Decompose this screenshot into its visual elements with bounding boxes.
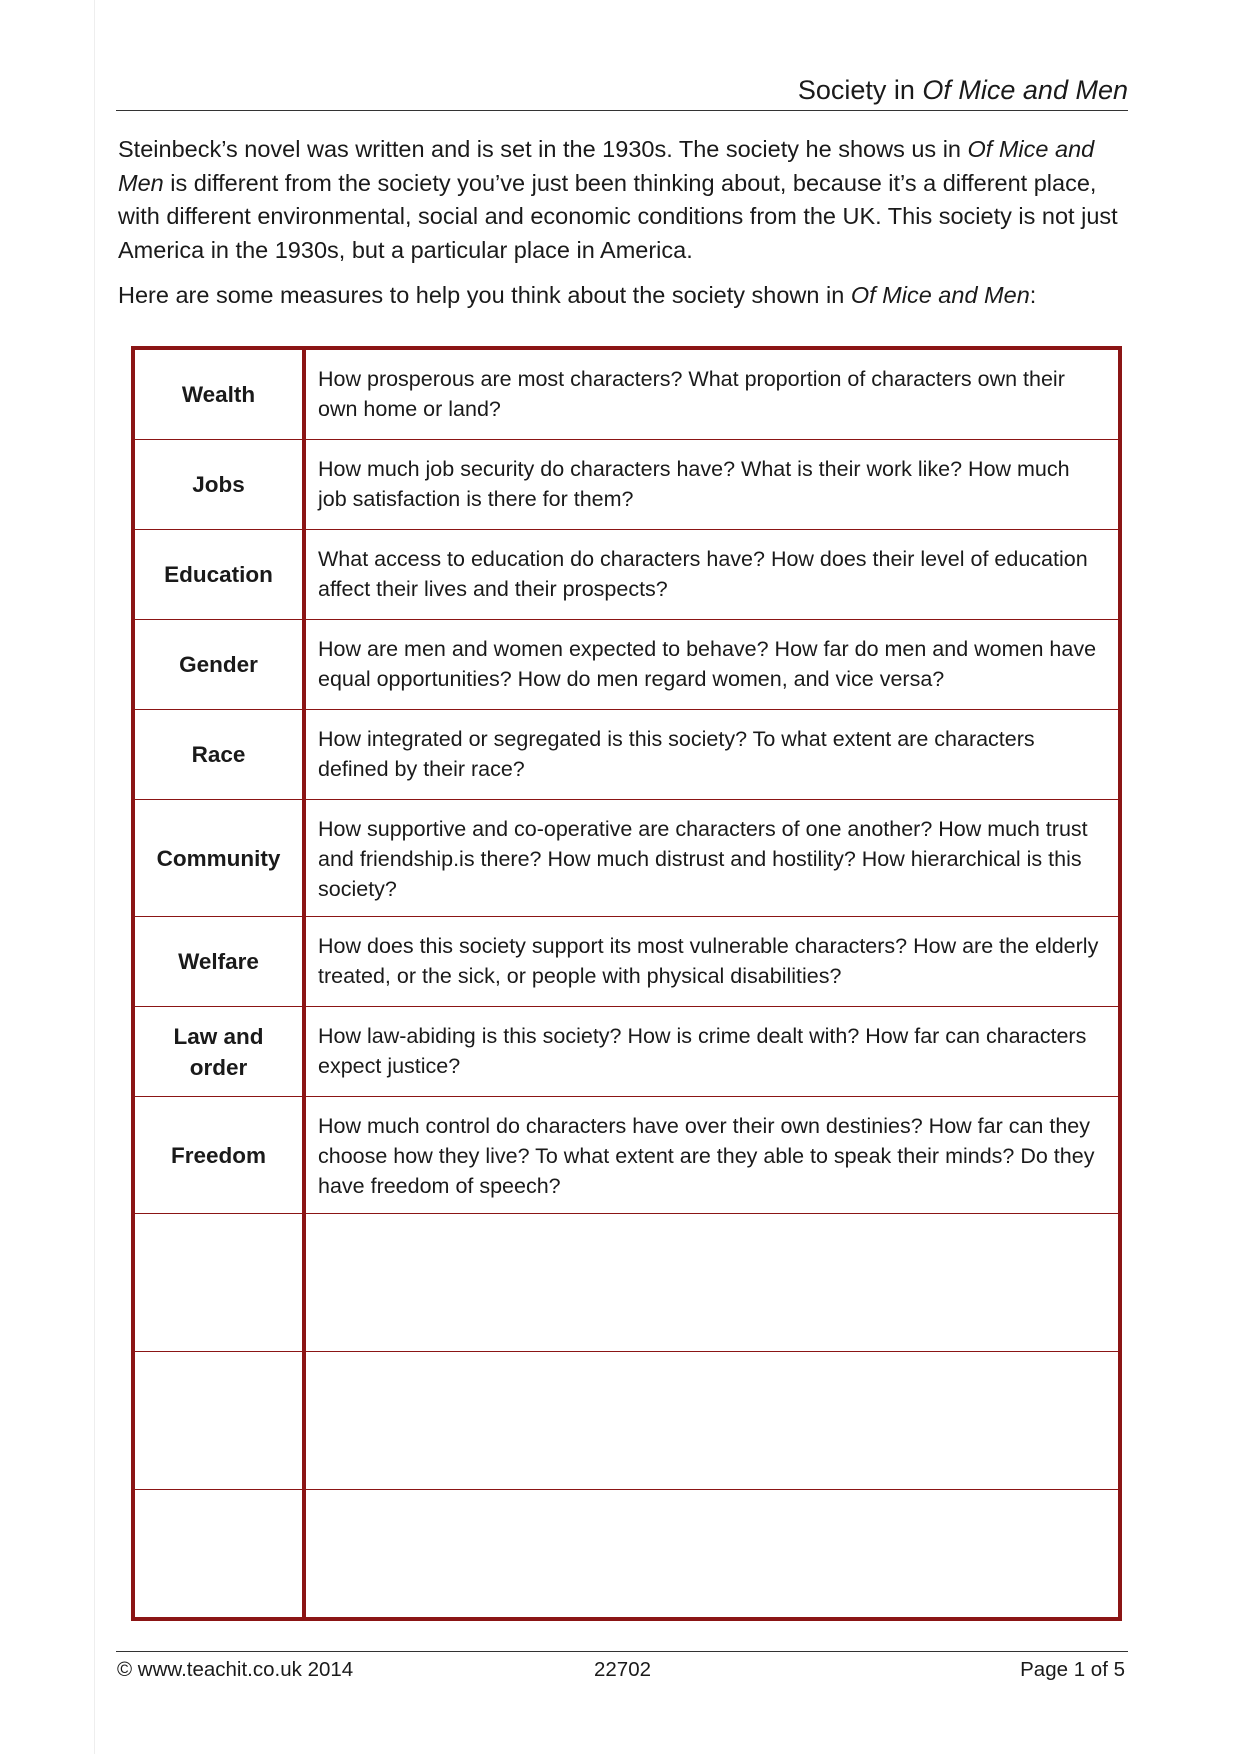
empty-row-label-1 bbox=[135, 1214, 306, 1352]
row-question-race: How integrated or segregated is this society? To what extent are characters defined by their race? bbox=[306, 710, 1118, 800]
row-question-welfare: How does this society support its most vulnerable characters? How are the elderly treated, or the sick, or people with physical disabilities? bbox=[306, 917, 1118, 1007]
empty-row-label-2 bbox=[135, 1352, 306, 1490]
footer-resource-code: 22702 bbox=[594, 1658, 652, 1681]
row-question-law-and-order: How law-abiding is this society? How is crime dealt with? How far can characters expect justice? bbox=[306, 1007, 1118, 1097]
empty-row-answer-3[interactable] bbox=[306, 1490, 1118, 1617]
row-label-gender: Gender bbox=[135, 620, 306, 710]
row-label-wealth: Wealth bbox=[135, 350, 306, 440]
row-label-education: Education bbox=[135, 530, 306, 620]
footer-divider bbox=[116, 1651, 1128, 1652]
row-question-jobs: How much job security do characters have? What is their work like? How much job satisfaction is there for them? bbox=[306, 440, 1118, 530]
intro-paragraph-2 bbox=[118, 279, 1128, 313]
row-question-freedom: How much control do characters have over their own destinies? How far can they choose how they live? To what extent are they able to speak their minds? Do they have freedom of speech? bbox=[306, 1097, 1118, 1214]
row-question-gender: How are men and women expected to behave? How far do men and women have equal opportunities? How do men regard women, and vice versa? bbox=[306, 620, 1118, 710]
page-title-prefix: Society in bbox=[797, 75, 923, 105]
intro-p1-book-title: Of Mice and Men bbox=[118, 136, 1095, 196]
page-edge-line bbox=[94, 0, 95, 1754]
intro-p1-text-b: is different from the society you’ve just been thinking about, because it’s a different place, with different environmental, social and economic conditions from the UK. This society is not just America in the 1930s, but a particular place in America. bbox=[118, 169, 1118, 263]
intro-p1-text-a: Steinbeck’s novel was written and is set in the 1930s. The society he shows us in bbox=[118, 136, 968, 162]
row-label-freedom: Freedom bbox=[135, 1097, 306, 1214]
row-label-welfare: Welfare bbox=[135, 917, 306, 1007]
footer-page-number: Page 1 of 5 bbox=[1020, 1658, 1125, 1681]
footer-copyright: © www.teachit.co.uk 2014 bbox=[117, 1658, 354, 1681]
page-title bbox=[116, 72, 1128, 111]
row-label-law-and-order: Law and order bbox=[135, 1007, 306, 1097]
page-title-italic: Of Mice and Men bbox=[922, 75, 1128, 105]
row-question-wealth: How prosperous are most characters? What proportion of characters own their own home or land? bbox=[306, 350, 1118, 440]
intro-p2-text-a: Here are some measures to help you think about the society shown in bbox=[118, 282, 851, 308]
row-question-community: How supportive and co-operative are characters of one another? How much trust and friendship.is there? How much distrust and hostility? How hierarchical is this society? bbox=[306, 800, 1118, 917]
society-measures-table bbox=[131, 346, 1122, 1621]
empty-row-answer-1[interactable] bbox=[306, 1214, 1118, 1352]
row-question-education: What access to education do characters have? How does their level of education affect their lives and their prospects? bbox=[306, 530, 1118, 620]
row-label-race: Race bbox=[135, 710, 306, 800]
row-label-community: Community bbox=[135, 800, 306, 917]
intro-p2-text-b: : bbox=[1029, 282, 1037, 308]
intro-text bbox=[118, 133, 1128, 313]
row-label-jobs: Jobs bbox=[135, 440, 306, 530]
empty-row-answer-2[interactable] bbox=[306, 1352, 1118, 1490]
intro-paragraph-1 bbox=[118, 133, 1128, 267]
intro-p2-book-title: Of Mice and Men bbox=[850, 282, 1030, 308]
empty-row-label-3 bbox=[135, 1490, 306, 1617]
